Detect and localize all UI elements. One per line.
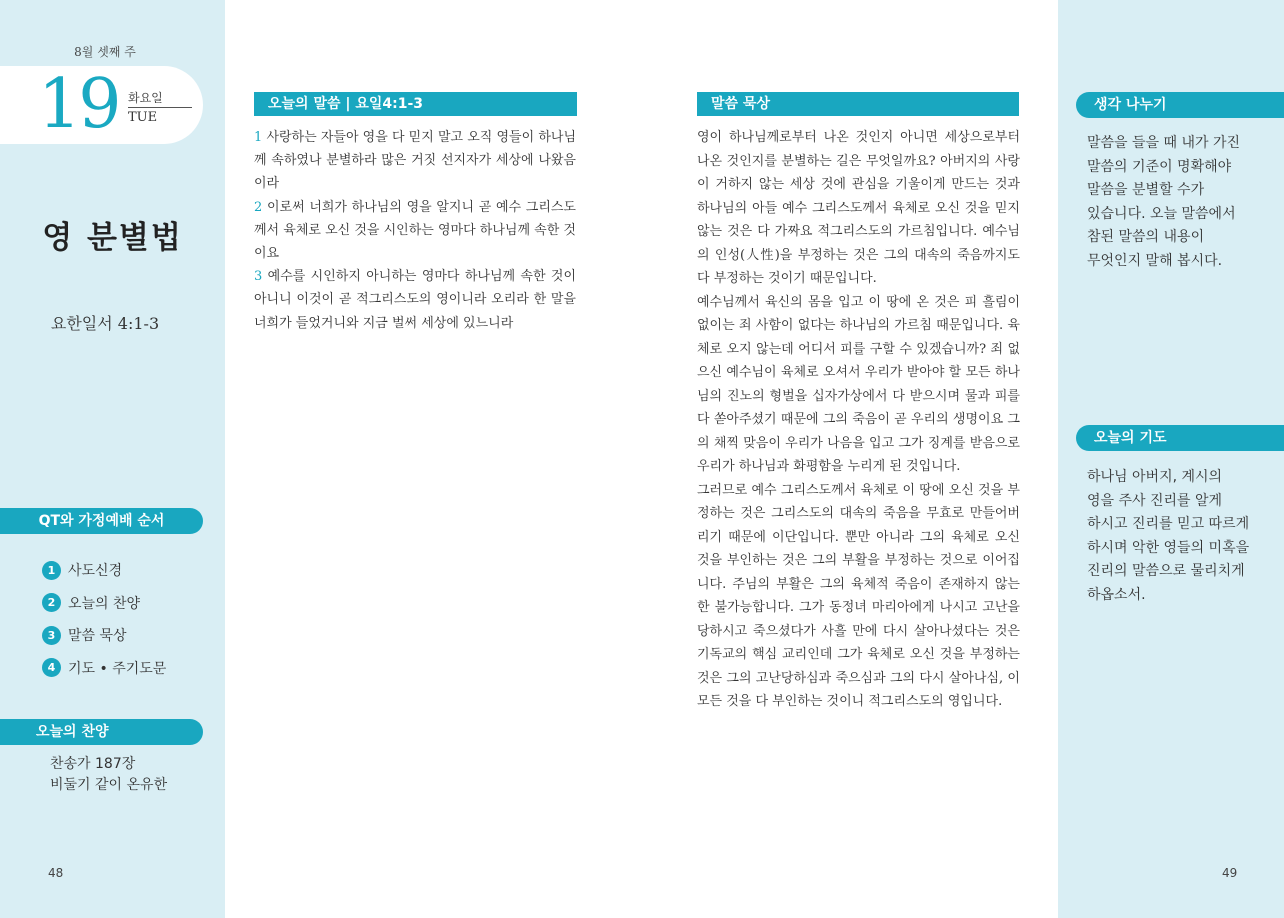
prayer-line: 영을 주사 진리를 알게 <box>1087 492 1223 509</box>
sharing-line: 있습니다. 오늘 말씀에서 <box>1087 205 1236 222</box>
prayer-line: 하옵소서. <box>1087 586 1146 603</box>
scripture-verses <box>254 126 576 335</box>
number-badge: 4 <box>42 658 61 677</box>
sharing-heading: 생각 나누기 <box>1076 92 1284 118</box>
prayer-line: 진리의 말씀으로 물리치게 <box>1087 563 1245 579</box>
list-item <box>42 652 166 685</box>
order-item-label: 오늘의 찬양 <box>68 595 141 612</box>
prayer-line: 하시며 악한 영들의 미혹을 <box>1087 539 1250 556</box>
prayer-text <box>1087 466 1272 607</box>
day-number: 19 <box>38 65 119 144</box>
passage-reference: 요한일서 4:1-3 <box>50 314 160 333</box>
meditation-text <box>697 126 1020 714</box>
page-number-right: 49 <box>1222 866 1238 880</box>
list-item <box>42 619 166 652</box>
order-item-label: 사도신경 <box>68 563 123 580</box>
order-heading: QT와 가정예배 순서 <box>0 508 203 534</box>
verse-text: 사랑하는 자들아 영을 다 믿지 말고 오직 영들이 하나님께 속하였나 분별하라 많은 거짓 선지자가 세상에 나왔음이라 <box>254 130 576 192</box>
order-item-label: 기도 • 주기도문 <box>68 660 167 677</box>
weekday-english: TUE <box>128 110 158 125</box>
verse-number: 3 <box>254 269 263 285</box>
hymn-info <box>50 754 167 796</box>
week-label: 8월 셋째 주 <box>74 45 136 59</box>
today-word-heading: 오늘의 말씀 | 요일4:1-3 <box>254 92 577 116</box>
weekday-korean: 화요일 <box>128 91 163 105</box>
sharing-line: 참된 말씀의 내용이 <box>1087 229 1205 245</box>
hymn-heading: 오늘의 찬양 <box>0 719 203 745</box>
prayer-line: 하나님 아버지, 계시의 <box>1087 469 1223 485</box>
verse-text: 이로써 너희가 하나님의 영을 알지니 곧 예수 그리스도께서 육체로 오신 것을 시인하는 영마다 하나님께 속한 것이요 <box>254 199 576 262</box>
meditation-paragraph: 예수님께서 육신의 몸을 입고 이 땅에 온 것은 피 흘림이 없이는 죄 사함이 없다는 하나님의 가르침 때문입니다. 육체로 오지 않는데 어디서 피를 구할 수 있겠습니까? 죄 없으신 예수님이 육체로 오셔서 우리가 받아야 할 모든 하나님의 진노의 형벌을 십자가상에서 다 받으시며 물과 피를 다 쏟아주셨기 때문에 그의 죽음이 곧 우리의 생명이요 그의 채찍 맞음이 우리가 나음을 입고 그가 징계를 받음으로 우리가 하나님과 화평함을 누리게 된 것입니다. <box>697 294 1020 474</box>
order-list <box>42 554 166 684</box>
hymn-title: 비둘기 같이 온유한 <box>50 777 168 793</box>
number-badge: 2 <box>42 593 61 612</box>
prayer-line: 하시고 진리를 믿고 따르게 <box>1087 516 1250 532</box>
sharing-line: 말씀의 기준이 명확해야 <box>1087 158 1232 175</box>
sharing-text <box>1087 132 1262 273</box>
sharing-line: 무엇인지 말해 봅시다. <box>1087 252 1223 269</box>
list-item <box>42 554 166 587</box>
list-item <box>42 587 166 620</box>
hymn-number: 찬송가 187장 <box>50 756 136 772</box>
verse-number: 2 <box>254 199 263 215</box>
left-sidebar <box>0 0 225 918</box>
verse-text: 예수를 시인하지 아니하는 영마다 하나님께 속한 것이 아니니 이것이 곧 적그리스도의 영이니라 오리라 한 말을 너희가 들었거니와 지금 벌써 세상에 있느니라 <box>254 269 576 331</box>
meditation-paragraph: 그러므로 예수 그리스도께서 육체로 이 땅에 오신 것을 부정하는 것은 그리스도의 대속의 죽음을 무효로 만들어버리기 때문에 이단입니다. 뿐만 아니라 그의 육체로 오신 것을 부인하는 것은 그의 부활을 부정하는 것으로 이어집니다. 주님의 부활은 그의 육체적 죽음이 존재하지 않는 한 불가능합니다. 그가 동정녀 마리아에게 나시고 고난을 당하시고 죽으셨다가 사흘 만에 다시 살아나셨다는 것은 기독교의 핵심 교리인데 그가 육체로 오신 것을 부정하는 것은 그의 고난당하심과 죽으심과 그의 다시 살아나심, 이 모든 것을 다 부인하는 것이니 적그리스도의 영입니다. <box>697 482 1020 709</box>
number-badge: 3 <box>42 626 61 645</box>
sharing-line: 말씀을 분별할 수가 <box>1087 182 1205 198</box>
number-badge: 1 <box>42 561 61 580</box>
page-number-left: 48 <box>48 866 64 880</box>
order-item-label: 말씀 묵상 <box>68 628 127 645</box>
page-title: 영 분별법 <box>42 220 183 256</box>
sharing-line: 말씀을 들을 때 내가 가진 <box>1087 135 1241 151</box>
meditation-heading: 말씀 묵상 <box>697 92 1019 116</box>
date-badge <box>0 66 203 144</box>
meditation-paragraph: 영이 하나님께로부터 나온 것인지 아니면 세상으로부터 나온 것인지를 분별하는 길은 무엇일까요? 아버지의 사랑이 거하지 않는 세상 것에 관심을 기울이게 만드는 것과 하나님의 아들 예수 그리스도께서 육체로 오신 것을 믿지 않는 것은 다 가짜요 적그리스도의 가르침입니다. 예수님의 인성(人性)을 부정하는 것은 그의 대속의 죽음까지도 다 부정하는 것이기 때문입니다. <box>697 130 1020 286</box>
weekday-divider <box>128 107 192 108</box>
prayer-heading: 오늘의 기도 <box>1076 425 1284 451</box>
verse-number: 1 <box>254 130 263 145</box>
